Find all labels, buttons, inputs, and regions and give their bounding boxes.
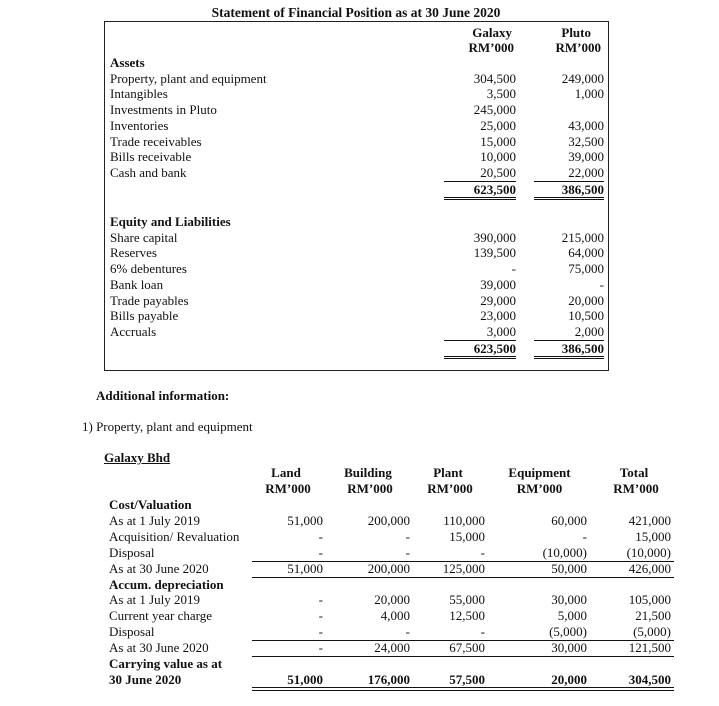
row-label: As at 1 July 2019 — [109, 512, 200, 528]
galaxy-value: 245,000 — [473, 102, 516, 118]
table-row — [104, 624, 679, 640]
table-row — [105, 71, 608, 87]
pluto-value: 386,500 — [534, 181, 604, 200]
cell-value: (5,000) — [549, 624, 587, 640]
cell-value: 60,000 — [551, 512, 587, 528]
row-label: Trade payables — [110, 292, 189, 308]
column-header-unit: RM’000 — [265, 481, 311, 496]
cell-value: - — [480, 544, 485, 560]
cell-value: 105,000 — [628, 592, 671, 608]
section-heading-equity — [105, 214, 608, 230]
cell-value: 20,000 — [551, 671, 587, 687]
cell-value: 421,000 — [628, 512, 671, 528]
table-row — [105, 308, 608, 324]
cell-value: 15,000 — [635, 528, 671, 544]
pluto-value: 32,500 — [568, 133, 604, 149]
rule-line — [252, 577, 674, 578]
cell-value: 24,000 — [374, 640, 410, 656]
row-label: As at 1 July 2019 — [109, 592, 200, 608]
assets-total-row — [105, 181, 608, 197]
column-header-unit: RM’000 — [427, 481, 473, 496]
cell-value: - — [318, 608, 323, 624]
row-label: Investments in Pluto — [110, 102, 217, 118]
table-row — [104, 656, 679, 672]
table-row — [105, 324, 608, 340]
cell-value: - — [405, 528, 410, 544]
row-label: Bills payable — [110, 308, 179, 324]
table-row — [105, 149, 608, 165]
table-row — [105, 86, 608, 102]
cell-value: - — [318, 544, 323, 560]
table-row — [105, 134, 608, 150]
row-label: Bills receivable — [110, 149, 192, 165]
table-row — [104, 497, 679, 513]
column-header-pluto: Pluto — [561, 25, 591, 40]
table-row — [104, 640, 679, 656]
column-header-galaxy: Galaxy — [472, 25, 512, 40]
additional-info-heading: Additional information: — [96, 388, 230, 403]
row-label: Property, plant and equipment — [110, 70, 267, 86]
cell-value: (5,000) — [633, 624, 671, 640]
column-header-total: Total — [619, 465, 649, 480]
table-row — [104, 545, 679, 561]
cell-value: 110,000 — [443, 512, 485, 528]
table-row — [104, 529, 679, 545]
pluto-value: 2,000 — [574, 323, 604, 339]
column-header-pluto-unit: RM’000 — [555, 40, 601, 55]
cell-value: 20,000 — [374, 592, 410, 608]
pluto-value: 22,000 — [568, 164, 604, 180]
row-label: 30 June 2020 — [109, 671, 182, 687]
cell-value: - — [318, 624, 323, 640]
galaxy-value: 29,000 — [480, 292, 516, 308]
row-label: Disposal — [109, 544, 155, 560]
financial-position-table — [104, 21, 609, 371]
row-label: Bank loan — [110, 276, 164, 292]
column-header-unit: RM’000 — [613, 481, 659, 496]
cell-value: 12,500 — [449, 608, 485, 624]
table-row — [105, 293, 608, 309]
row-label: Inventories — [110, 117, 169, 133]
pluto-value: 20,000 — [568, 292, 604, 308]
galaxy-value: - — [511, 261, 516, 277]
table-row — [105, 118, 608, 134]
galaxy-value: 390,000 — [473, 229, 516, 245]
ppe-schedule-table — [104, 464, 679, 704]
table-row — [105, 261, 608, 277]
column-header-galaxy-unit: RM’000 — [468, 40, 514, 55]
table-row — [104, 592, 679, 608]
column-header-plant: Plant — [433, 465, 463, 480]
cell-value: 55,000 — [449, 592, 485, 608]
galaxy-value: 623,500 — [444, 181, 516, 200]
row-label: Cash and bank — [110, 164, 187, 180]
table-row — [104, 561, 679, 577]
cell-value: 176,000 — [367, 671, 410, 687]
cell-value: - — [480, 624, 485, 640]
cell-value: 4,000 — [380, 608, 410, 624]
row-label: Current year charge — [109, 608, 212, 624]
table-row — [104, 577, 679, 593]
column-header-equipment: Equipment — [508, 465, 571, 480]
cell-value: 50,000 — [551, 560, 587, 576]
column-header-building: Building — [344, 465, 392, 480]
table-row — [105, 102, 608, 118]
company-name: Galaxy Bhd — [104, 450, 171, 465]
row-label: As at 30 June 2020 — [109, 640, 209, 656]
cell-value: - — [405, 544, 410, 560]
row-label: Accum. depreciation — [109, 576, 224, 592]
rule-line — [252, 656, 674, 657]
cell-value: (10,000) — [626, 544, 671, 560]
cell-value: - — [582, 528, 587, 544]
rule-line — [252, 561, 674, 562]
galaxy-value: 139,500 — [473, 245, 516, 261]
cell-value: 200,000 — [367, 560, 410, 576]
galaxy-value: 304,500 — [473, 70, 516, 86]
row-label: As at 30 June 2020 — [109, 560, 209, 576]
note-1-title: 1) Property, plant and equipment — [82, 419, 253, 434]
cell-value: 5,000 — [557, 608, 587, 624]
pluto-value: 10,500 — [568, 308, 604, 324]
row-label: Reserves — [110, 245, 157, 261]
galaxy-value: 15,000 — [480, 133, 516, 149]
galaxy-value: 623,500 — [444, 340, 516, 359]
table-row — [105, 245, 608, 261]
pluto-value: 386,500 — [534, 340, 604, 359]
double-rule-line — [252, 687, 674, 691]
table-row — [104, 672, 679, 688]
table-row — [105, 165, 608, 181]
galaxy-value: 3,000 — [486, 323, 516, 339]
cell-value: 200,000 — [367, 512, 410, 528]
cell-value: 67,500 — [449, 640, 485, 656]
cell-value: - — [318, 592, 323, 608]
galaxy-value: 25,000 — [480, 117, 516, 133]
section-heading-assets — [105, 55, 608, 71]
cell-value: 125,000 — [442, 560, 485, 576]
cell-value: - — [405, 624, 410, 640]
cell-value: 21,500 — [635, 608, 671, 624]
galaxy-value: 10,000 — [480, 149, 516, 165]
cell-value: 51,000 — [287, 560, 323, 576]
table-row — [105, 230, 608, 246]
statement-title: Statement of Financial Position as at 30 June 2020 — [211, 5, 501, 20]
cell-value: - — [318, 528, 323, 544]
cell-value: (10,000) — [542, 544, 587, 560]
column-header-land: Land — [271, 465, 301, 480]
pluto-value: 1,000 — [574, 86, 604, 102]
cell-value: 57,500 — [449, 671, 485, 687]
cell-value: 30,000 — [551, 640, 587, 656]
row-label: Equity and Liabilities — [110, 214, 231, 229]
table-row — [105, 277, 608, 293]
cell-value: 30,000 — [551, 592, 587, 608]
galaxy-value: 39,000 — [480, 276, 516, 292]
equity-total-row — [105, 340, 608, 356]
row-label: Accruals — [110, 323, 157, 339]
rule-line — [252, 640, 674, 641]
cell-value: 121,500 — [628, 640, 671, 656]
pluto-value: 39,000 — [568, 149, 604, 165]
pluto-value: - — [599, 276, 604, 292]
row-label: Assets — [110, 55, 145, 70]
cell-value: 304,500 — [628, 671, 671, 687]
row-label: Cost/Valuation — [109, 497, 192, 512]
cell-value: 51,000 — [287, 671, 323, 687]
pluto-value: 43,000 — [568, 117, 604, 133]
row-label: Trade receivables — [110, 133, 202, 149]
cell-value: 426,000 — [628, 560, 671, 576]
row-label: Share capital — [110, 229, 178, 245]
cell-value: 51,000 — [287, 512, 323, 528]
cell-value: 15,000 — [449, 528, 485, 544]
table-row — [104, 513, 679, 529]
galaxy-value: 3,500 — [486, 86, 516, 102]
table-row — [104, 608, 679, 624]
galaxy-value: 23,000 — [480, 308, 516, 324]
column-header-unit: RM’000 — [516, 481, 563, 496]
column-header-unit: RM’000 — [347, 481, 393, 496]
pluto-value: 75,000 — [568, 261, 604, 277]
row-label: Disposal — [109, 624, 155, 640]
row-label: Acquisition/ Revaluation — [109, 528, 240, 544]
pluto-value: 249,000 — [561, 70, 604, 86]
galaxy-value: 20,500 — [480, 164, 516, 180]
pluto-value: 215,000 — [561, 229, 604, 245]
row-label: 6% debentures — [110, 261, 187, 277]
row-label: Carrying value as at — [109, 656, 223, 671]
row-label: Intangibles — [110, 86, 168, 102]
pluto-value: 64,000 — [568, 245, 604, 261]
cell-value: - — [318, 640, 323, 656]
